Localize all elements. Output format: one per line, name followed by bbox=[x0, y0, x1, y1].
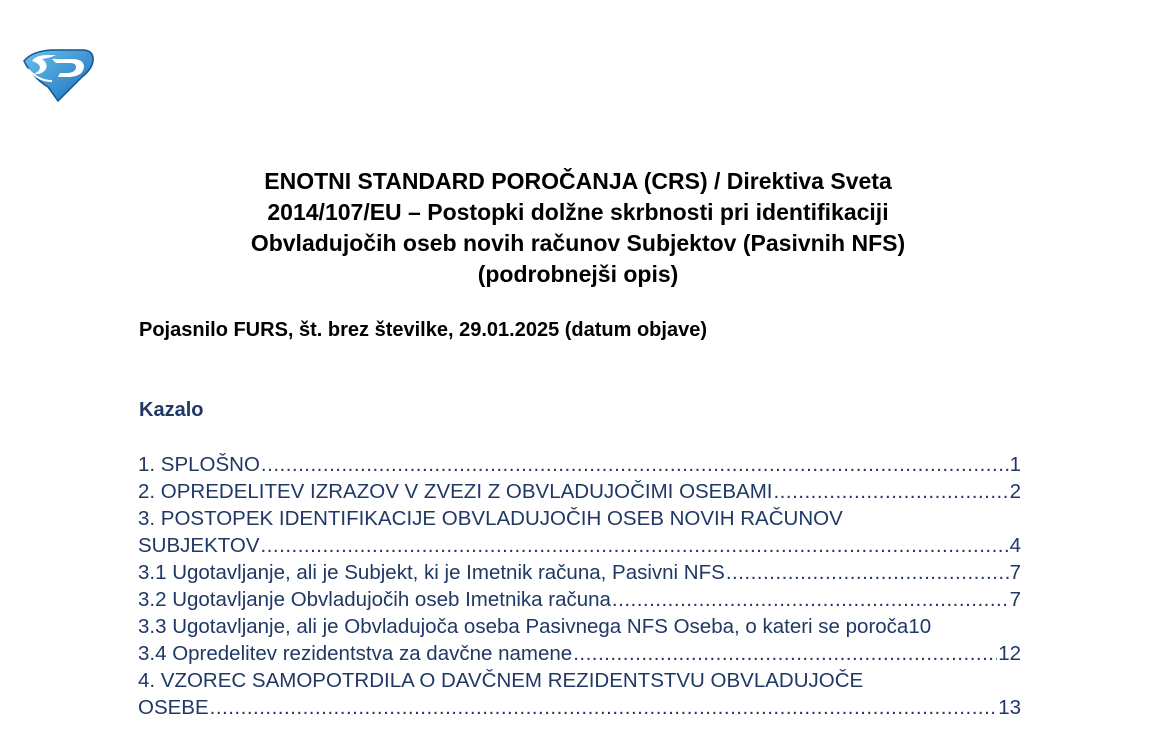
toc-entry-text: 3.1 Ugotavljanje, ali je Subjekt, ki je Imetnik računa, Pasivni NFS bbox=[138, 561, 725, 584]
toc-heading: Kazalo bbox=[139, 399, 204, 421]
toc-entry-text: 3.4 Opredelitev rezidentstva za davčne namene bbox=[138, 642, 573, 665]
toc-page-number: 7 bbox=[1009, 561, 1021, 584]
toc-leader-dots bbox=[612, 586, 1009, 613]
toc-entry-text: 2. OPREDELITEV IZRAZOV V ZVEZI Z OBVLADUJOČIMI OSEBAMI bbox=[138, 480, 773, 503]
toc-leader-dots bbox=[261, 532, 1009, 559]
title-line: ENOTNI STANDARD POROČANJA (CRS) / Direktiva Sveta bbox=[264, 168, 892, 194]
toc-entry-3-4[interactable] bbox=[138, 640, 1021, 667]
toc-page-number: 2 bbox=[1009, 480, 1021, 503]
toc-line bbox=[138, 640, 1021, 667]
document-subtitle: Pojasnilo FURS, št. brez številke, 29.01.2025 (datum objave) bbox=[139, 319, 707, 341]
toc-entry-text: 1. SPLOŠNO bbox=[138, 453, 260, 476]
toc-line bbox=[138, 694, 1021, 721]
title-line: 2014/107/EU – Postopki dolžne skrbnosti pri identifikaciji bbox=[267, 199, 889, 225]
toc-line bbox=[138, 451, 1021, 478]
document-title bbox=[150, 166, 1006, 290]
toc-page-number: 12 bbox=[998, 642, 1021, 665]
toc-leader-dots bbox=[210, 694, 998, 721]
table-of-contents bbox=[138, 451, 1021, 721]
toc-leader-dots bbox=[573, 640, 997, 667]
toc-entry-3-3[interactable] bbox=[138, 613, 1021, 640]
toc-entry-3-1[interactable] bbox=[138, 559, 1021, 586]
toc-page-number: 13 bbox=[998, 696, 1021, 719]
toc-page-number: 1 bbox=[1009, 453, 1021, 476]
toc-leader-dots bbox=[726, 559, 1009, 586]
toc-entry-2[interactable] bbox=[138, 478, 1021, 505]
toc-entry-text: OSEBE bbox=[138, 696, 209, 719]
toc-leader-dots bbox=[261, 451, 1009, 478]
title-line: (podrobnejši opis) bbox=[477, 261, 679, 287]
toc-page-number: 10 bbox=[908, 615, 932, 638]
toc-page-number: 7 bbox=[1009, 588, 1021, 611]
toc-entry-text-first-line: 3. POSTOPEK IDENTIFIKACIJE OBVLADUJOČIH OSEB NOVIH RAČUNOV bbox=[138, 507, 843, 530]
toc-leader-dots bbox=[773, 478, 1008, 505]
toc-entry-text-first-line: 4. VZOREC SAMOPOTRDILA O DAVČNEM REZIDENTSTVU OBVLADUJOČE bbox=[138, 669, 864, 692]
toc-entry-4[interactable] bbox=[138, 667, 1021, 721]
toc-line bbox=[138, 586, 1021, 613]
toc-entry-3[interactable] bbox=[138, 505, 1021, 559]
toc-line bbox=[138, 613, 1021, 640]
toc-entry-3-2[interactable] bbox=[138, 586, 1021, 613]
toc-entry-text: SUBJEKTOV bbox=[138, 534, 260, 557]
toc-line bbox=[138, 559, 1021, 586]
sd-logo-icon bbox=[22, 47, 96, 103]
toc-entry-text: 3.2 Ugotavljanje Obvladujočih oseb Imetnika računa bbox=[138, 588, 611, 611]
toc-entry-text: 3.3 Ugotavljanje, ali je Obvladujoča oseba Pasivnega NFS Oseba, o kateri se poroča bbox=[138, 615, 909, 638]
toc-page-number: 4 bbox=[1009, 534, 1021, 557]
toc-line bbox=[138, 478, 1021, 505]
title-line: Obvladujočih oseb novih računov Subjektov (Pasivnih NFS) bbox=[250, 230, 906, 256]
toc-line bbox=[138, 532, 1021, 559]
toc-entry-1[interactable] bbox=[138, 451, 1021, 478]
